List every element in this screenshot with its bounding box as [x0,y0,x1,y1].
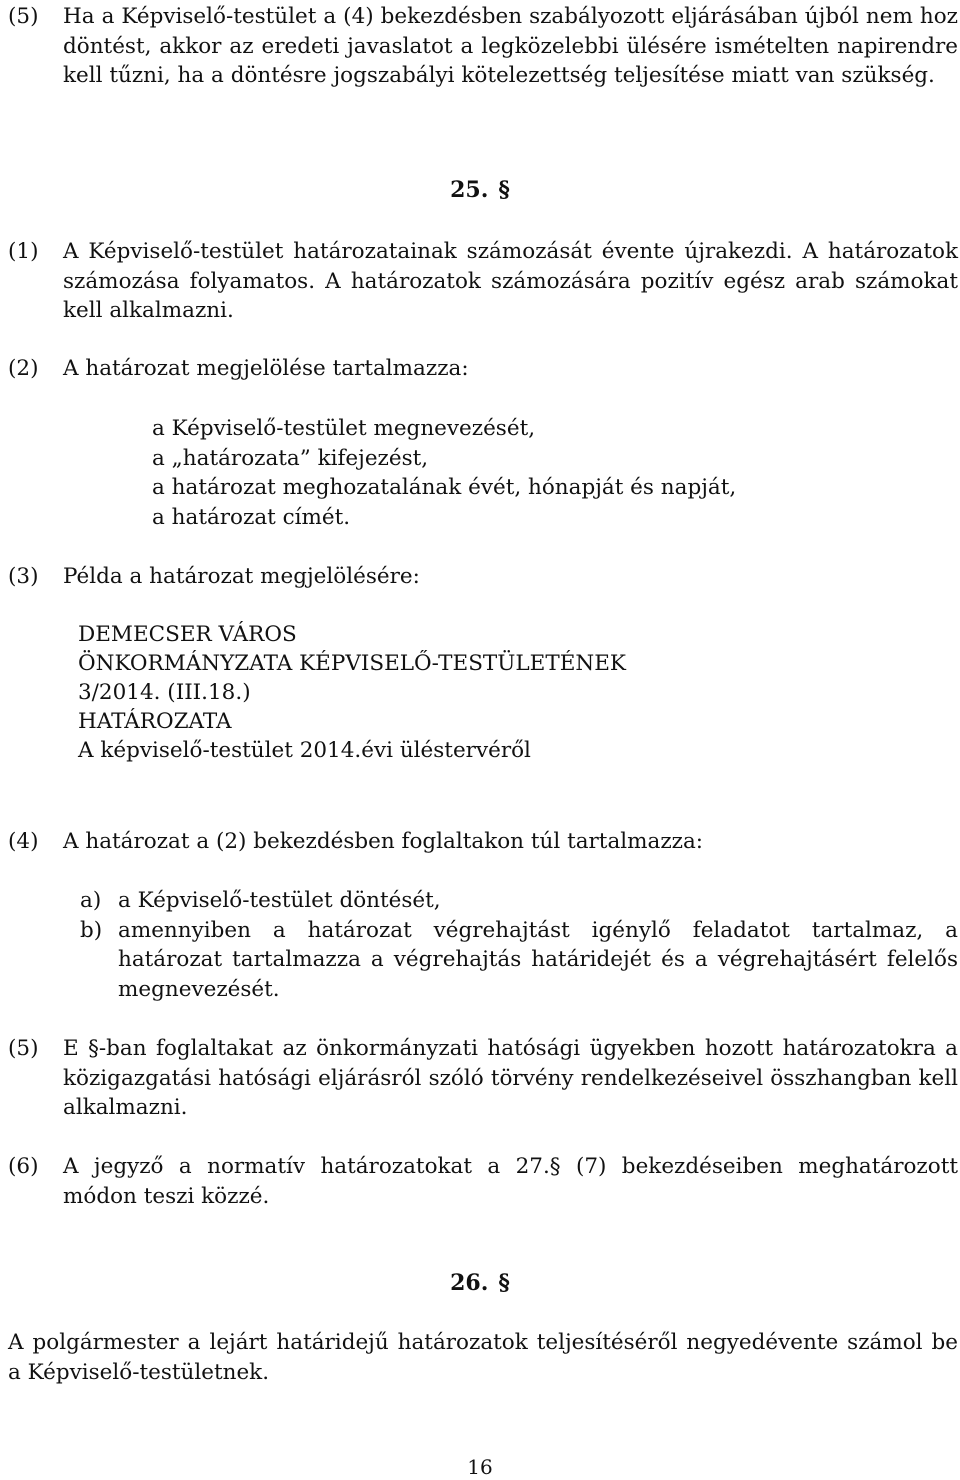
paragraph-number: (5) [8,1036,39,1061]
section-26-heading [0,1270,960,1296]
example-line: HATÁROZATA [78,709,232,734]
paragraph-4 [8,827,958,857]
list-item: a határozat meghozatalának évét, hónapját és napját, [152,475,737,500]
alpha-list [80,886,958,1004]
section-symbol: § [498,1270,510,1296]
item-label: a) [80,888,102,913]
example-line: DEMECSER VÁROS [78,622,297,647]
item-label: b) [80,917,103,943]
list-item: a „határozata” kifejezést, [152,445,429,471]
paragraph-number: (2) [8,356,39,381]
item-text: a Képviselő-testület döntését, [118,888,441,913]
paragraph-2 [8,354,958,384]
section-26-text [8,1328,958,1387]
example-line: A képviselő-testület 2014.évi üléstervéről [78,738,531,763]
section-symbol: § [498,177,510,203]
section-25-heading [0,177,960,203]
paragraph-text: A Képviselő-testület határozatainak számozását évente újrakezdi. A határozatok számozása folyamatos. A határozatok számozására pozitív egész arab számokat kell alkalmazni. [63,239,958,323]
paragraph-text: A határozat megjelölése tartalmazza: [63,356,469,381]
list-item-a [80,886,958,916]
paragraph-text: A polgármester a lejárt határidejű határozatok teljesítéséről negyedévente számol be a Képviselő-testületnek. [8,1330,958,1385]
paragraph-text: E §-ban foglaltakat az önkormányzati hatósági ügyekben hozott határozatokra a közigazgatási hatósági eljárásról szóló törvény rendelkezéseivel összhangban kell alkalmazni. [63,1036,958,1120]
section-number: 26. [450,1270,489,1296]
paragraph-5 [8,1034,958,1123]
list-item-b [80,916,958,1005]
paragraph-5-previous [8,2,958,91]
paragraph-3 [8,562,958,592]
example-line: 3/2014. (III.18.) [78,680,251,705]
paragraph-text: Példa a határozat megjelölésére: [63,564,420,589]
list-item: a Képviselő-testület megnevezését, [152,416,536,441]
paragraph-number: (4) [8,829,39,854]
paragraph-text: A határozat a (2) bekezdésben foglaltakon túl tartalmazza: [63,829,704,854]
paragraph-text: A jegyző a normatív határozatokat a 27.§ (7) bekezdéseiben meghatározott módon teszi közzé. [63,1154,958,1209]
page-number: 16 [467,1455,493,1479]
list-item: a határozat címét. [152,504,351,530]
example-line: ÖNKORMÁNYZATA KÉPVISELŐ-TESTÜLETÉNEK [78,651,626,676]
paragraph-number: (5) [8,4,39,29]
resolution-example [78,620,626,765]
paragraph-number: (6) [8,1154,39,1179]
marking-elements-list [152,414,736,532]
paragraph-text: Ha a Képviselő-testület a (4) bekezdésben szabályozott eljárásában újból nem hoz döntést, akkor az eredeti javaslatot a legközelebbi ülésére ismételten napirendre kell tűzni, ha a döntésre jogszabályi kötelezettség teljesítése miatt van szükség. [63,4,958,88]
item-text: amennyiben a határozat végrehajtást igénylő feladatot tartalmaz, a határozat tartalmazza a végrehajtás határidejét és a végrehajtásért felelős megnevezését. [118,917,958,1002]
paragraph-number: (1) [8,239,39,264]
paragraph-1 [8,237,958,326]
paragraph-6 [8,1152,958,1211]
section-number: 25. [450,177,489,203]
paragraph-number: (3) [8,564,39,589]
